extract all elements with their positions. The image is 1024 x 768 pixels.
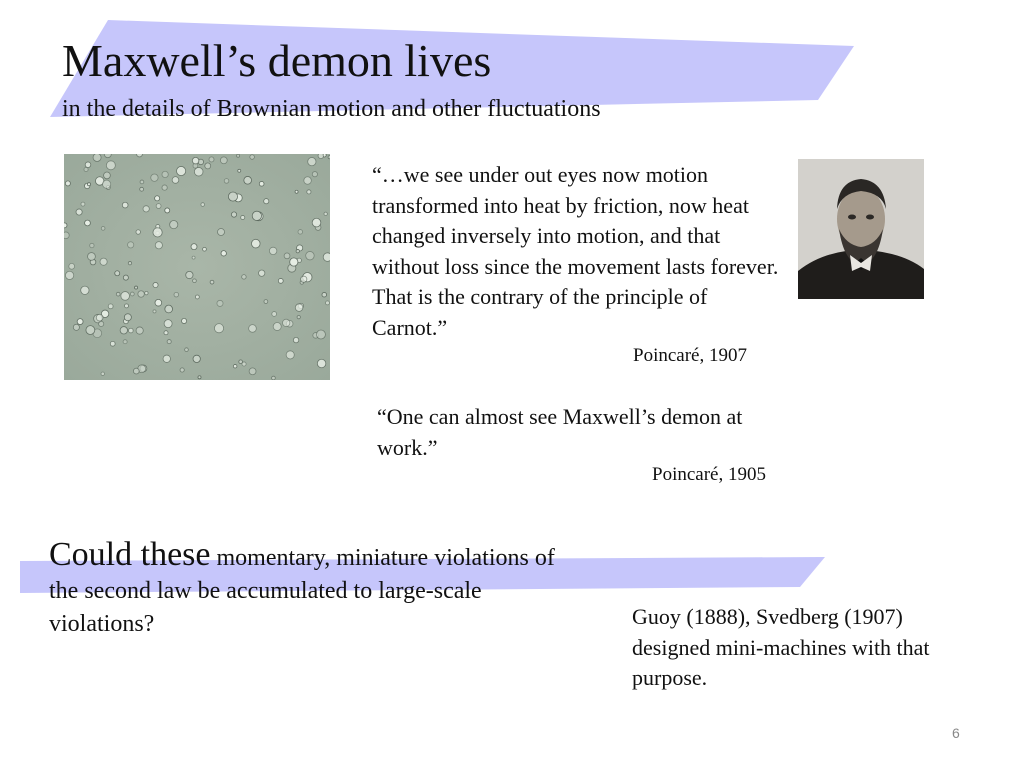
brownian-particles-photo [64,154,330,380]
poincare-quote-1907: “…we see under out eyes now motion transformed into heat by friction, now heat changed inversely into motion, and that without loss since the movement lasts forever. That is the contrary of the principle of Carnot.” [372,162,779,340]
slide-subtitle: in the details of Brownian motion and other fluctuations [62,96,601,122]
page-number: 6 [952,725,960,741]
poincare-quote-1905: “One can almost see Maxwell’s demon at work.” [377,404,743,460]
poincare-portrait-photo [798,159,924,299]
quote-attribution-1905: Poincaré, 1905 [652,464,766,485]
question-rest: momentary, miniature violations of the second law be accumulated to large-scale violations? [49,545,555,637]
quote-attribution-1907: Poincaré, 1907 [633,345,747,366]
question-text [49,538,589,641]
mini-machines-note: Guoy (1888), Svedberg (1907) designed mini-machines with that purpose. [632,604,930,690]
slide-title: Maxwell’s demon lives [62,35,492,86]
question-lead: Could these [49,536,211,573]
